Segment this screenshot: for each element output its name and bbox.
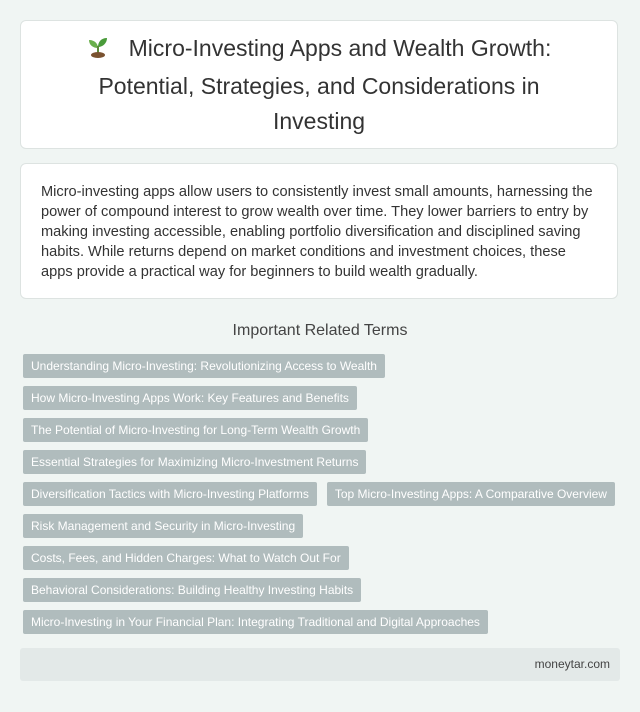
- footer: [20, 648, 620, 681]
- page-title-text: Micro-Investing Apps and Wealth Growth: Potential, Strategies, and Considerations in Investing: [98, 34, 552, 134]
- page-title: [69, 31, 569, 139]
- seedling-icon: [87, 34, 109, 69]
- title-card: [20, 20, 618, 149]
- related-term-tag[interactable]: How Micro-Investing Apps Work: Key Features and Benefits: [23, 386, 357, 410]
- related-term-tag[interactable]: Behavioral Considerations: Building Healthy Investing Habits: [23, 578, 361, 602]
- related-term-tag[interactable]: Essential Strategies for Maximizing Micro-Investment Returns: [23, 450, 366, 474]
- related-term-tag[interactable]: Costs, Fees, and Hidden Charges: What to Watch Out For: [23, 546, 349, 570]
- related-term-tag[interactable]: Micro-Investing in Your Financial Plan: Integrating Traditional and Digital Approaches: [23, 610, 488, 634]
- related-term-tag[interactable]: Understanding Micro-Investing: Revolutionizing Access to Wealth: [23, 354, 385, 378]
- related-terms-heading: Important Related Terms: [232, 322, 408, 339]
- summary-text: Micro-investing apps allow users to consistently invest small amounts, harnessing the power of compound interest to grow wealth over time. They lower barriers to entry by making investing accessible, enabling portfolio diversification and disciplined saving habits. While returns depend on market conditions and investment choices, these apps provide a practical way for beginners to build wealth gradually.: [41, 184, 593, 280]
- related-term-tag[interactable]: Diversification Tactics with Micro-Investing Platforms: [23, 482, 317, 506]
- related-term-tag[interactable]: Top Micro-Investing Apps: A Comparative Overview: [327, 482, 615, 506]
- related-term-tag[interactable]: Risk Management and Security in Micro-Investing: [23, 514, 303, 538]
- related-terms-list: [23, 354, 623, 642]
- related-term-tag[interactable]: The Potential of Micro-Investing for Long-Term Wealth Growth: [23, 418, 368, 442]
- footer-site-link[interactable]: moneytar.com: [534, 657, 610, 671]
- summary-card: [20, 163, 618, 299]
